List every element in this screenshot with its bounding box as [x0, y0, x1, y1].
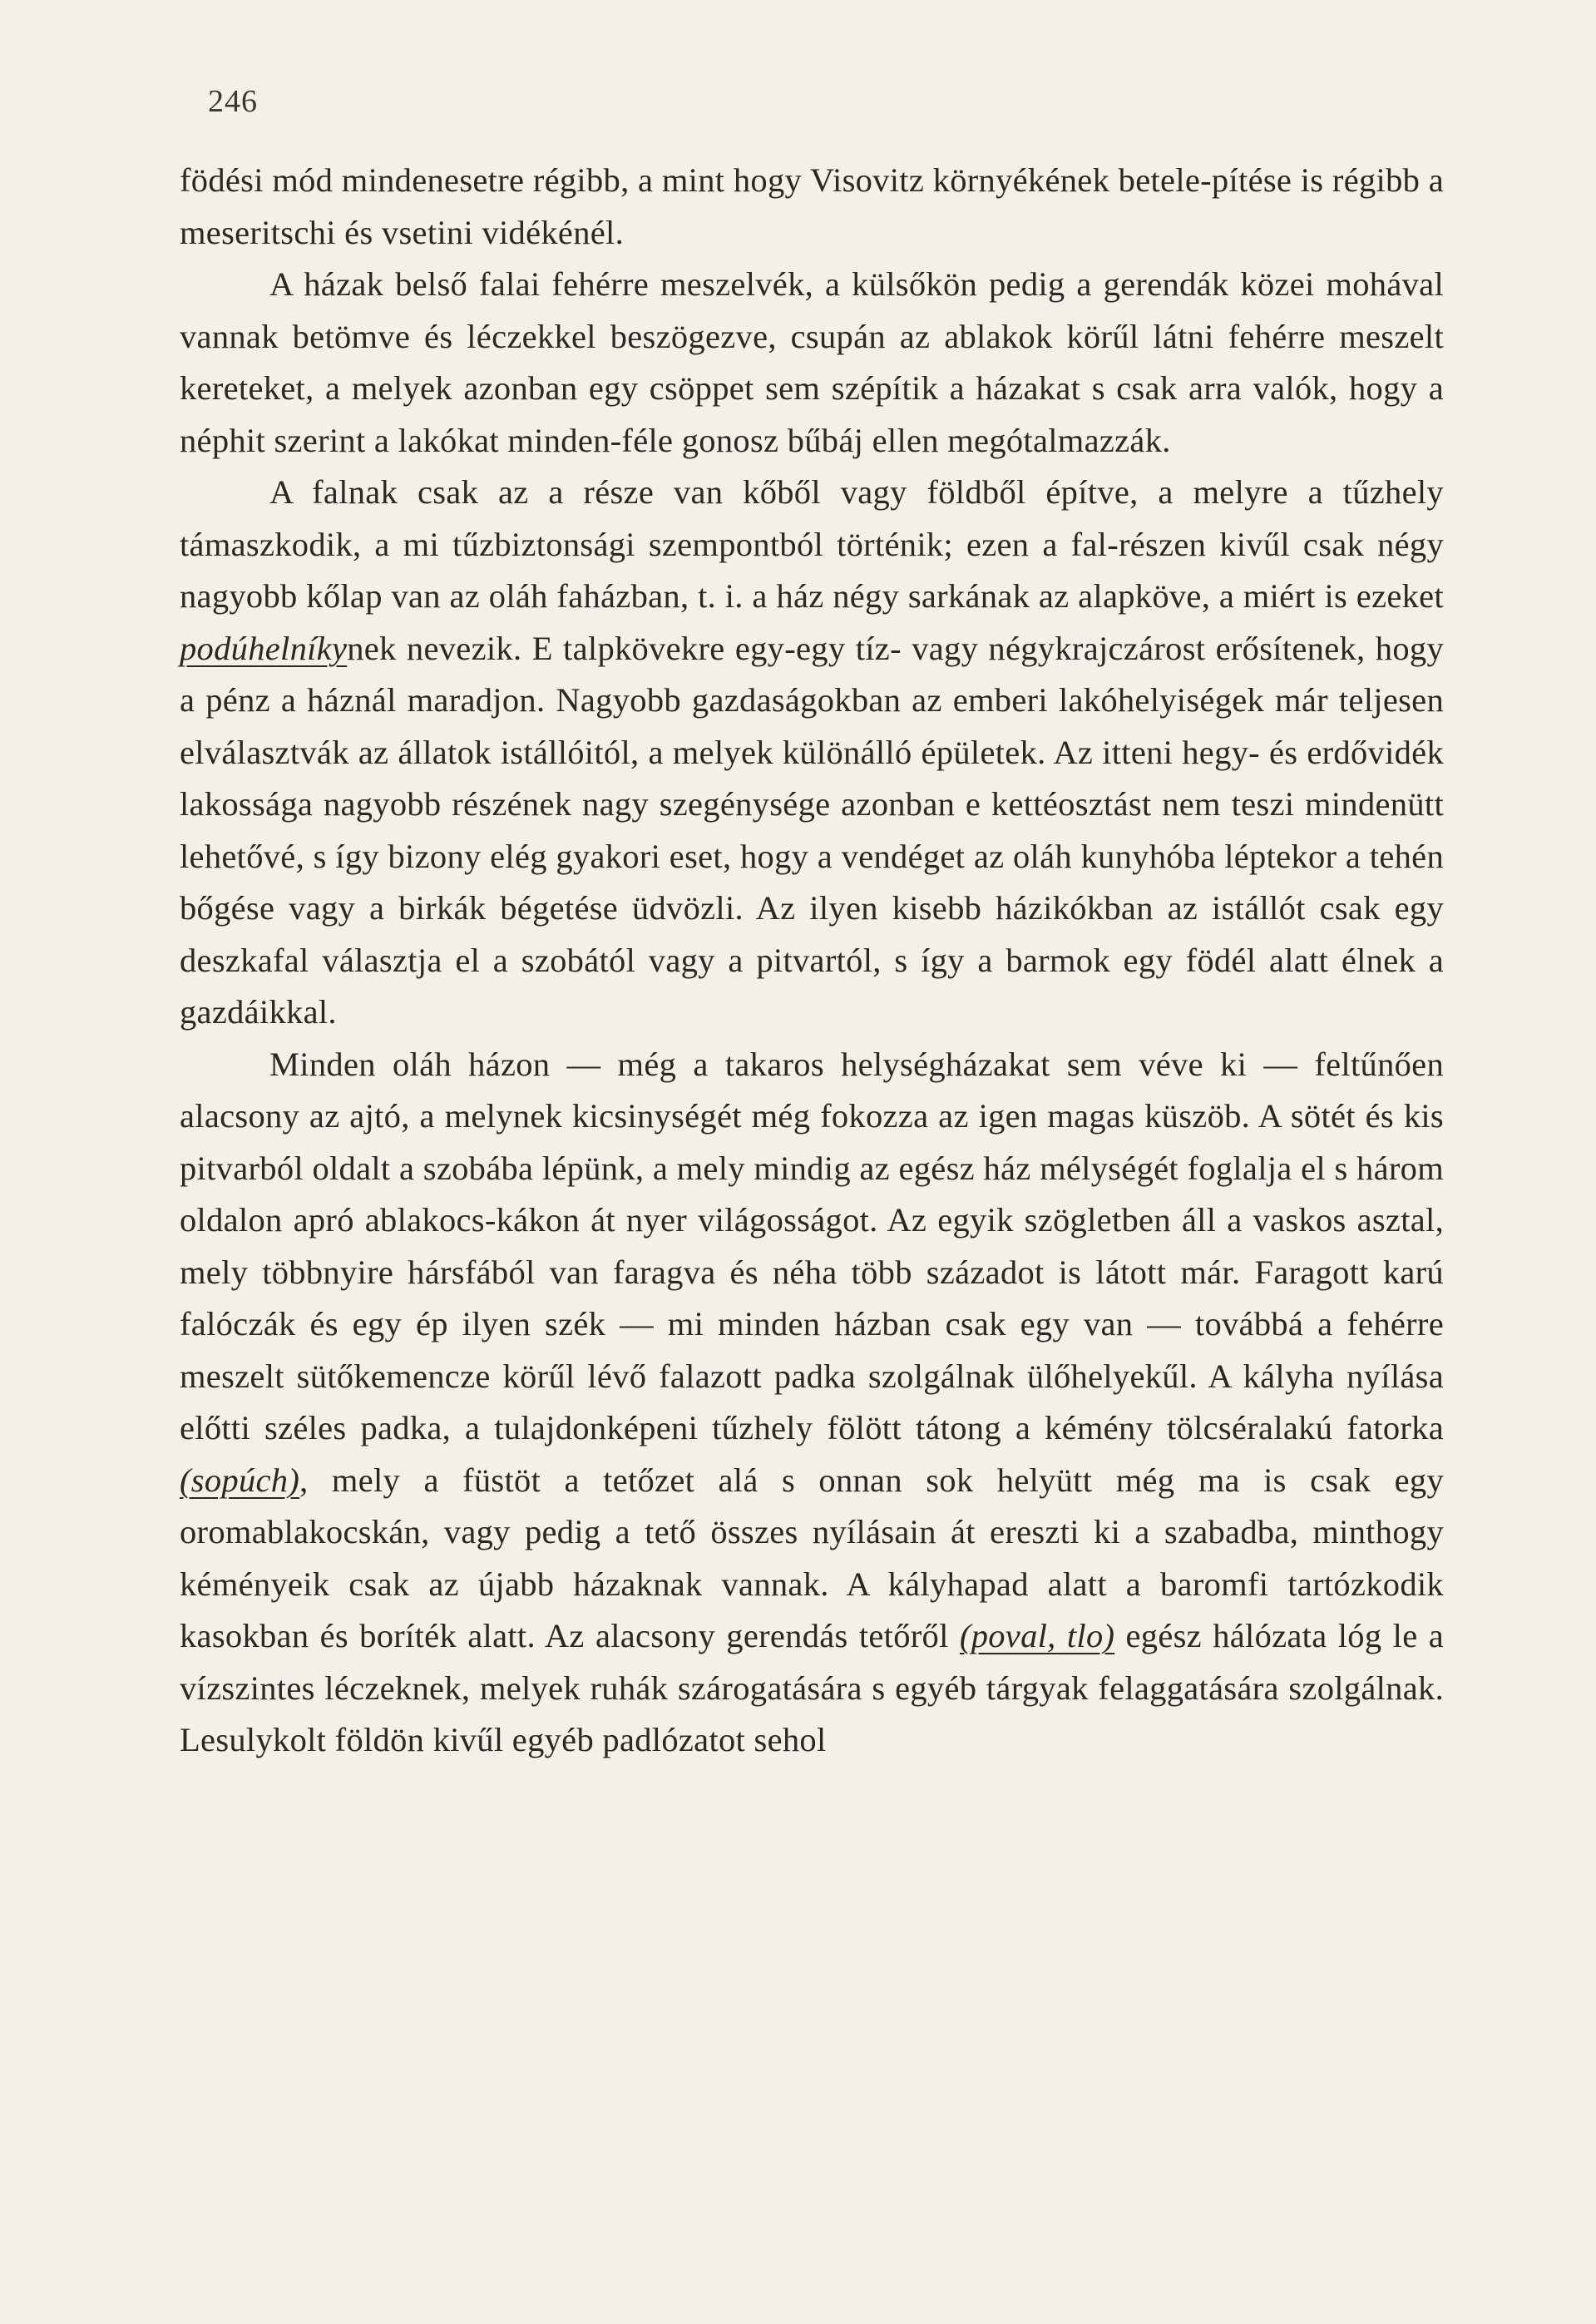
text-run: A házak belső falai fehérre meszelvék, a külsőkön pedig a gerendák közei mohával vannak betömve és léczekkel beszögezve, csupán az ablakok körűl látni fehérre meszelt kereteket, a melyek azonban egy csöppet sem szépítik a házakat s csak arra valók, hogy a néphit szerint a lakókat minden-féle gonosz bűbáj ellen megótalmazzák.: [180, 265, 1444, 459]
paragraph: [180, 467, 1444, 1039]
italic-term: podúhelníky: [180, 629, 348, 667]
text-run: Minden oláh házon — még a takaros helységházakat sem véve ki — feltűnően alacsony az ajtó, a melynek kicsinységét még fokozza az igen magas küszöb. A sötét és kis pitvarból oldalt a szobába lépünk, a mely mindig az egész ház mélységét foglalja el s három oldalon apró ablakocs-kákon át nyer világosságot. Az egyik szögletben áll a vaskos asztal, mely többnyire hársfából van faragva és néha több századot is látott már. Faragott karú falóczák és egy ép ilyen szék — mi minden házban csak egy van — továbbá a fehérre meszelt sütőkemencze körűl lévő falazott padka szolgálnak ülőhelyekűl. A kályha nyílása előtti széles padka, a tulajdonképeni tűzhely fölött tátong a kémény tölcséralakú fatorka: [180, 1045, 1444, 1446]
text-run: A falnak csak az a része van kőből vagy földből építve, a melyre a tűzhely támaszkodik, a mi tűzbiztonsági szempontból történik; ezen a fal-részen kivűl csak négy nagyobb kőlap van az oláh faházban, t. i. a ház négy sarkának az alapköve, a miért is ezeket: [180, 473, 1444, 615]
page-number: 246: [208, 84, 258, 119]
italic-term: (poval, tlo): [959, 1617, 1115, 1654]
italic-term: (sopúch): [180, 1461, 300, 1499]
paragraph: [180, 259, 1444, 467]
paragraph: [180, 1039, 1444, 1767]
text-run: nek nevezik. E talpkövekre egy-egy tíz- vagy négykrajczárost erősítenek, hogy a pénz a háznál maradjon. Nagyobb gazdaságokban az emberi lakóhelyiségek már teljesen elválasztvák az állatok istállóitól, a melyek különálló épületek. Az itteni hegy- és erdővidék lakossága nagyobb részének nagy szegénysége azonban e kettéosztást nem teszi mindenütt lehetővé, s így bizony elég gyakori eset, hogy a vendéget az oláh kunyhóba léptekor a tehén bőgése vagy a birkák bégetése üdvözli. Az ilyen kisebb házikókban az istállót csak egy deszkafal választja el a szobától vagy a pitvartól, s így a barmok egy födél alatt élnek a gazdáikkal.: [180, 629, 1444, 1031]
paragraph: [180, 155, 1444, 259]
text-run: , mely a füstöt a tetőzet alá s onnan sok helyütt még ma is csak egy oromablakocskán, vagy pedig a tető összes nyílásain át ereszti ki a szabadba, minthogy kéményeik csak az újabb házaknak vannak. A kályhapad alatt a baromfi tartózkodik kasokban és boríték alatt. Az alacsony gerendás tetőről: [180, 1461, 1444, 1654]
text-run: födési mód mindenesetre régibb, a mint hogy Visovitz környékének betele-pítése is régibb a meseritschi és vsetini vidékénél.: [180, 161, 1444, 251]
body-text: [180, 155, 1444, 1767]
text-run: egész hálózata lóg le a vízszintes léczeknek, melyek ruhák szárogatására s egyéb tárgyak felaggatására szolgálnak. Lesulykolt földön kivűl egyéb padlózatot sehol: [180, 1617, 1444, 1758]
